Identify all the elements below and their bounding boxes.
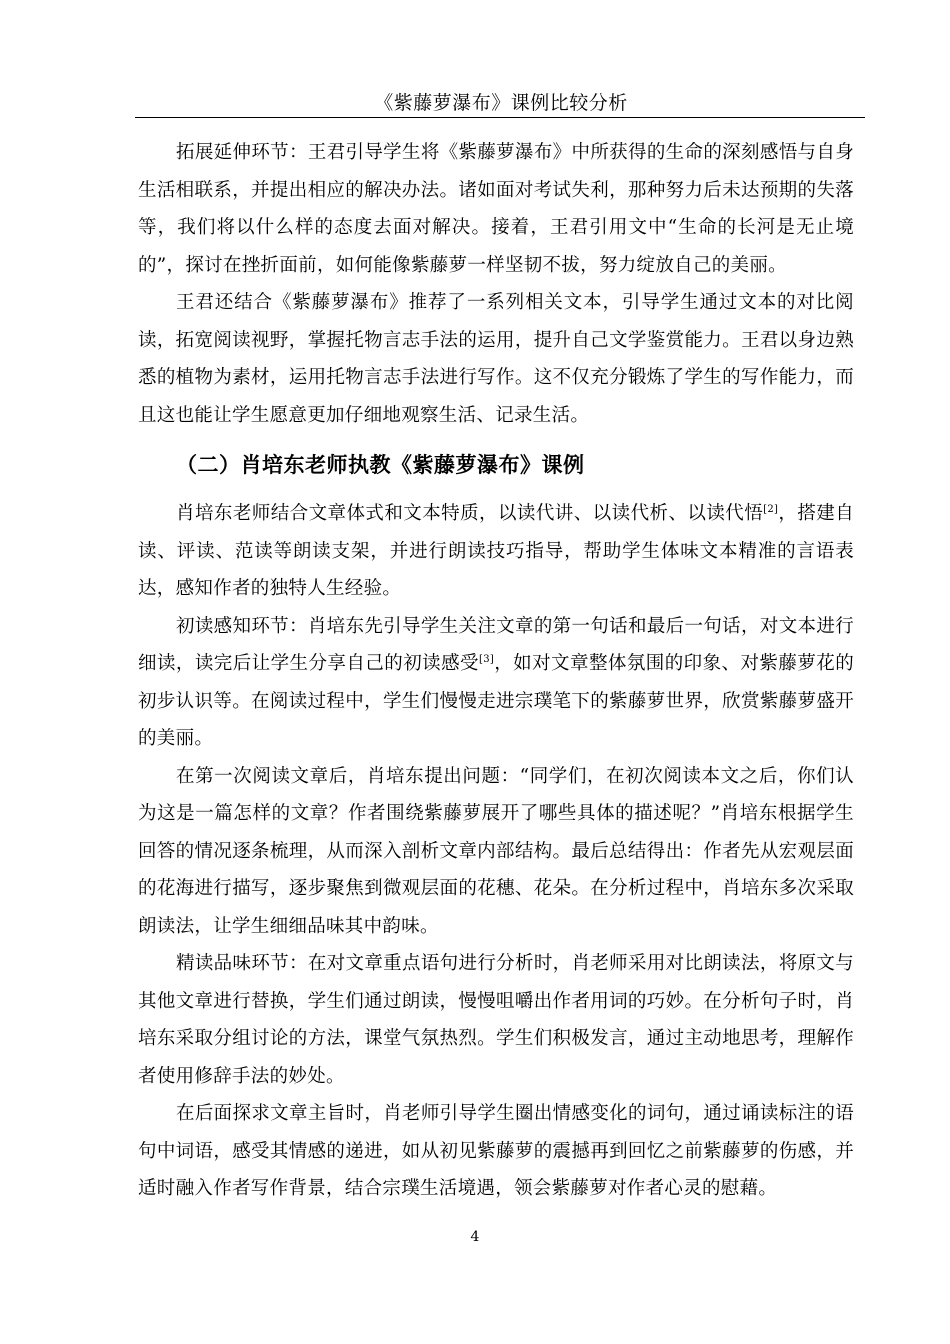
page-number: 4 bbox=[470, 1229, 480, 1245]
paragraph-theme: 在后面探求文章主旨时，肖老师引导学生圈出情感变化的词句，通过诵读标注的语句中词语，感受其情感的递进，如从初见紫藤萝的震撼再到回忆之前紫藤萝的伤感，并适时融入作者写作背景，结合宗璞生活境遇，领会紫藤萝对作者心灵的慰藉。 bbox=[138, 1103, 854, 1199]
section-heading: （二）肖培东老师执教《紫藤萝瀑布》课例 bbox=[176, 453, 585, 477]
body-content bbox=[138, 134, 854, 1208]
paragraph-related-texts: 王君还结合《紫藤萝瀑布》推荐了一系列相关文本，引导学生通过文本的对比阅读，拓宽阅读视野，掌握托物言志手法的运用，提升自己文学鉴赏能力。王君以身边熟悉的植物为素材，运用托物言志手法进行写作。这不仅充分锻炼了学生的写作能力，而且这也能让学生愿意更加仔细地观察生活、记录生活。 bbox=[138, 292, 854, 426]
paragraph-close-reading: 精读品味环节：在对文章重点语句进行分析时，肖老师采用对比朗读法，将原文与其他文章进行替换，学生们通过朗读，慢慢咀嚼出作者用词的巧妙。在分析句子时，肖培东采取分组讨论的方法，课堂气氛热烈。学生们积极发言，通过主动地思考，理解作者使用修辞手法的妙处。 bbox=[138, 953, 854, 1087]
paragraph-text: ，搭建自读、评读、范读等朗读支架，并进行朗读技巧指导，帮助学生体味文本精准的言语表达，感知作者的独特人生经验。 bbox=[138, 503, 854, 599]
paragraph-first-reading bbox=[138, 608, 854, 758]
paragraph-text: 初读感知环节：肖培东先引导学生关注文章的第一句话和最后一句话，对文本进行细读，读完后让学生分享自己的初读感受 bbox=[138, 615, 854, 674]
paragraph-text: ，如对文章整体氛围的印象、对紫藤萝花的初步认识等。在阅读过程中，学生们慢慢走进宗璞笔下的紫藤萝世界，欣赏紫藤萝盛开的美丽。 bbox=[138, 653, 855, 749]
paragraph-xiao-intro bbox=[138, 495, 854, 608]
citation-marker: [2] bbox=[763, 503, 779, 515]
running-header: 《紫藤萝瀑布》课例比较分析 bbox=[374, 92, 628, 114]
paragraph-extension-stage: 拓展延伸环节：王君引导学生将《紫藤萝瀑布》中所获得的生命的深刻感悟与自身生活相联系，并提出相应的解决办法。诸如面对考试失利，那种努力后未达预期的失落等，我们将以什么样的态度去面对解决。接着，王君引用文中“生命的长河是无止境的”，探讨在挫折面前，如何能像紫藤萝一样坚韧不拔，努力绽放自己的美丽。 bbox=[138, 142, 854, 276]
paragraph-text: 肖培东老师结合文章体式和文本特质，以读代讲、以读代析、以读代悟 bbox=[176, 503, 764, 524]
header-rule bbox=[135, 117, 865, 118]
paragraph-questioning: 在第一次阅读文章后，肖培东提出问题：“同学们，在初次阅读本文之后，你们认为这是一篇怎样的文章？作者围绕紫藤萝展开了哪些具体的描述呢？”肖培东根据学生回答的情况逐条梳理，从而深入剖析文章内部结构。最后总结得出：作者先从宏观层面的花海进行描写，逐步聚焦到微观层面的花穗、花朵。在分析过程中，肖培东多次采取朗读法，让学生细细品味其中韵味。 bbox=[138, 765, 854, 937]
citation-marker: [3] bbox=[479, 653, 495, 665]
